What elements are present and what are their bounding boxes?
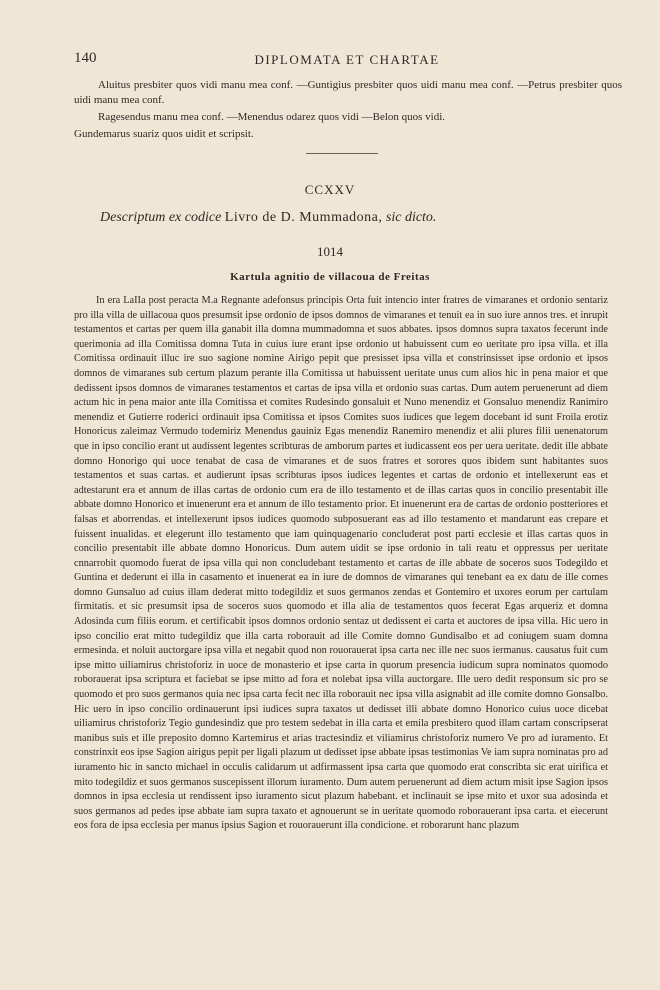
source-note — [100, 210, 436, 226]
page-header — [74, 50, 620, 72]
page-number: 140 — [74, 50, 97, 66]
previous-document-end — [74, 78, 622, 144]
charter-body: In era LaIIa post peracta M.a Regnante adefonsus principis Orta fuit intencio inter fratres de vimaranes et ordonio sentariz pro illa villa de uillacoua quos presumsit ipse ordonio de ipsos domnos de vimaranes et tenuit ea in suo iure annos tres. et inrupit testamentos et cartas per quem illa ganabit illa domna mummadomna et suos abbates. ipsos domnos supra taxatos fecerunt inde querimonia ad illa Comitissa domna Tuta in cuius iure erant ipse ordonio ut habuissent cum eo ueritate pro ipsa villa. et illa Comitissa ordinauit illuc ire suo sagione nomine Airigo pepit que presisset ipsa villa et constrinsisset ipse ordonio et ipsos domnos de vimaranes sub certum plazum perante illa Comitissa ut habuissent ueritate unus cum alios hic in pena maior et que dedissent ipsos domnos de vimaranes testamentos et cartas de ipsa villa et ordonio suas cartas. Dum autem peruenerunt ad diem actum hic in pena maior ante illa Comitissa et comites Rudesindo gonsaluit et Nuno menendiz et Gonsaluo menendiz Ranimiro menendiz et Gutierre roderici ordinauit ipsa Comitissa et ipsos Comites suos iudices que legem docebant id sunt Froila erotiz Honoricus zaleimaz Vermudo todemiriz Menendus gauiniz Egas menendiz Ranemiro menendiz et alii plures filii uenenatorum que in ipso concilio erant ut audissent legentes scribturas de amborum partes et iudicassent eos per uera ueritate. dedit ille abbate domno Honorigo qui uoce tenabat de casa de vimaranes et de suos fratres et sorores quos ibidem sunt habitantes suos testamentos et suas cartas. et audierunt ipsas scribturas ipsos iudices legentes et cartas de ordonio et intellexerunt eas et adtestarunt era et annum de illas cartas de ordonio cum era de illo testamento et de illas cartas quos in concilio presentabit ille abbate domno Honorico et inuenerunt era et annum de illo testamento prior. Et inuenerunt era de cartas de ordonio postteriores et falsas et aborrendas. et intellexerunt ipsos iudices quomodo subposuerant eas ad illo testamento et mandarunt eas crepare et fuissent inualidas. et elegerunt illo testamento que iam quinquagenario concluderat post parti ecclesie et illas cartas quos in concilio presentabit ille abbate domno Honoricus. Dum autem uidit se ipse ordonio in tali reatu et oppressus per ueritate cnnarrobit quomodo fuerat de ipsa villa qui non concludebant testamento et cartas de ille abbate de soceros suos Todegildo et Guntina et dederunt ei illa in casamento et inuenerat ea in iure de domnos de vimaranes qui tenebant ea ex datu de ille comes domno Gunsaluo ad cuius illam dederat mitto todegildiz et suos germanos zendas et Gontemiro et uxores eorum per cartulam firmitatis. et sic presumsit ipsa de soceros suos quomodo et illa alia de testamentos quos fecerat Egas arqueriz et domna Adosinda cum filiis eorum. et certificabit ipsos domnos ordonio sentaz ut dedissent ei carta et auctores de ipsa villa. Hic uero in ipso concilio erat mitto tudegildiz que illa carta roborauit ad ille Comite domno Gundisalbo et ad coniugem suam domna ermesinda. et noluit auctorgare ipsa villa et negabit quod non rouorauerat ipsa carta nec ille nec suos iermanus. causatus fuit cum ipse mitto uiliamirus christoforiz in uoce de monasterio et ipse carta in quorum presencia iudicum supra nominatos quomodo roborauerat ipsa scriptura et faciebat se ipse mitto ad fora et nolebat ipsa villa auctorgare. Ille uero dedit responsum sic pro se quomodo et pro suos germanos quia nec ipsa carta fecit nec illa roborauit nec ipsa villa asignabit ad ille comite domno Gonsalbo. Hic uero in ipso concilio ordinauerunt ipsi iudices supra taxatos ut dedisset illi abbate domno Honorico cuius uoce dicebat uiliamirus christoforiz Tegio gundesindiz que pro testem sedebat in illa carta et emila presbitero quod illam cartam conscripserat manibus suis et ille preposito domno Kartemirus et arias tractesindiz et viliamirus christoforiz numero Ve pro ad iuramento. Et constrinxit eos ipse Sagion airigus pepit per ligali plazum ut dedisset ipse abbate ipsas testimonias Ve iam supra nominatas pro ad iuramento hic in sancto michael in occulis calidarum ut adfirmassent ipsa carta que quomodo erat conscribta sic erat uirifica et mito todegildiz et suos germanos suscepissent illorum iuramento. Dum autem peruenerunt ad diem actum misit ipse Sagion ipsos domnos in ipsa ecclesia ut rendissent ipso iuramento sicut plazum habebant. et inclinauit se ipse mito et uxor sua adosinda et suos germanos ad pedes ipse abbate iam supra taxato et agnouerunt se in ueritate quomodo roborauerant ipsa carta. et eiecerunt eos fora de ipsa ecclesia per manus ipsius Sagion et rouorauerunt illa condicione. et roborarunt hanc plazum — [74, 295, 608, 832]
scribe-line: Gundemarus suariz quos uidit et scripsit. — [74, 128, 254, 140]
running-title: DIPLOMATA ET CHARTAE — [254, 52, 440, 67]
source-prefix: Descriptum ex codice — [100, 210, 222, 225]
source-codex: Livro de D. Mummadona, — [224, 210, 383, 225]
document-year: 1014 — [317, 244, 343, 259]
section-divider — [306, 153, 378, 154]
document-number: CCXXV — [304, 182, 356, 197]
document-title: Kartula agnitio de villacoua de Freitas — [230, 271, 430, 283]
witness-paragraph: Aluitus presbiter quos vidi manu mea conf. —Guntigius presbiter quos uidi manu mea conf. —Petrus presbiter quos uidi manu mea conf. — [74, 79, 622, 106]
witness-paragraph: Ragesendus manu mea conf. —Menendus odarez quos vidi —Belon quos vidi. — [98, 111, 446, 123]
source-suffix: sic dicto. — [385, 210, 437, 225]
